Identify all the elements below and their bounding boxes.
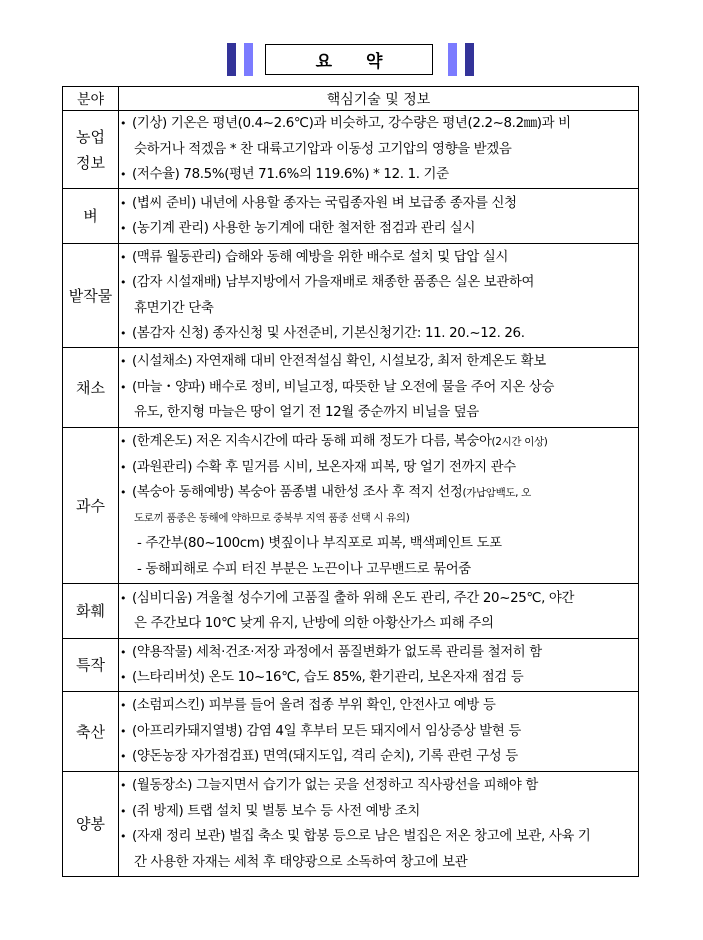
summary-table [62, 86, 639, 877]
row-category [63, 348, 119, 428]
table-row [63, 244, 639, 348]
item-text: (월동장소) 그늘지면서 습기가 없는 곳을 선정하고 직사광선을 피해야 함 [132, 778, 538, 793]
row-category [63, 772, 119, 877]
bullet-continuation [119, 506, 638, 532]
item-text: 유도, 한지형 마늘은 땅이 얼기 전 12월 중순까지 비닐을 덮음 [134, 405, 479, 421]
bullet-continuation [119, 296, 638, 322]
row-category [63, 692, 119, 772]
item-text: (자재 정리 보관) 벌집 축소 및 합봉 등으로 남은 벌집은 저온 창고에 보관, 사육 기 [132, 829, 591, 844]
category-label: 벼 [83, 207, 98, 225]
bullet-item [119, 245, 638, 271]
item-text: (쥐 방제) 트랩 설치 및 벌통 보수 등 사전 예방 조치 [132, 803, 420, 819]
item-text: (복숭아 동해예방) 복숭아 품종별 내한성 조사 후 적지 선정 [132, 485, 463, 500]
category-label: 과수 [76, 496, 105, 515]
item-text: - 주간부(80~100cm) 볏짚이나 부직포로 피복, 백색페인트 도포 [137, 536, 502, 551]
category-label: 채소 [76, 378, 105, 397]
title-bar-left-dark [227, 43, 236, 76]
item-text: (소럼피스킨) 피부를 들어 올려 접종 부위 확인, 안전사고 예방 등 [132, 698, 496, 714]
category-label: 특작 [76, 656, 105, 674]
title-bar-left-light [244, 43, 253, 76]
row-content [119, 189, 639, 244]
item-text: 도로끼 품종은 동해에 약하므로 중북부 지역 품종 선택 시 유의) [134, 511, 410, 524]
item-text: (약용작물) 세척·건조·저장 과정에서 품질변화가 없도록 관리를 철저히 함 [132, 644, 542, 660]
bullet-item [119, 665, 638, 691]
item-text: (감자 시설재배) 남부지방에서 가을재배로 채종한 품종은 실온 보관하여 [132, 275, 535, 290]
bullet-item [119, 640, 638, 666]
category-line: 농업 [76, 127, 105, 146]
bullet-item [119, 270, 638, 296]
row-content [119, 111, 639, 189]
item-text: (한계온도) 저온 지속시간에 따라 동해 피해 정도가 다름, 복숭아 [132, 434, 492, 449]
bullet-item [119, 480, 638, 506]
bullet-item [119, 191, 638, 217]
bullet-item [119, 744, 638, 770]
item-note: (가납암백도, 오 [462, 487, 531, 499]
row-category [63, 244, 119, 348]
bullet-continuation [119, 400, 638, 426]
bullet-item [119, 773, 638, 799]
table-row [63, 111, 639, 189]
row-category [63, 428, 119, 584]
category-label: 축산 [76, 722, 105, 741]
item-text: (저수율) 78.5%(평년 71.6%의 119.6%) * 12. 1. 기준 [132, 167, 449, 183]
item-text: (시설채소) 자연재해 대비 안전적설심 확인, 시설보강, 최저 한계온도 확보 [132, 354, 546, 370]
bullet-item [119, 455, 638, 481]
row-content [119, 348, 639, 428]
bullet-item [119, 216, 638, 242]
bullet-item [119, 719, 638, 745]
bullet-continuation [119, 137, 638, 163]
table-row [63, 348, 639, 428]
table-row [63, 428, 639, 584]
category-label: 밭작물 [68, 286, 113, 305]
item-note: (2시간 이상) [491, 436, 548, 448]
item-text: 은 주간보다 10℃ 낮게 유지, 난방에 의한 아황산가스 피해 주의 [134, 616, 494, 631]
row-category [63, 189, 119, 244]
header-category: 분야 [63, 87, 119, 111]
item-text: 간 사용한 자재는 세척 후 태양광으로 소독하여 창고에 보관 [134, 854, 468, 870]
row-content [119, 584, 639, 639]
row-content [119, 428, 639, 584]
row-category [63, 639, 119, 692]
table-header-row [63, 87, 639, 111]
item-text: (아프리카돼지열병) 감염 4일 후부터 모든 돼지에서 임상증상 발현 등 [132, 723, 521, 739]
page-title: 요 약 [265, 44, 433, 75]
item-text: (맥류 월동관리) 습해와 동해 예방을 위한 배수로 설치 및 답압 실시 [132, 249, 509, 265]
bullet-item [119, 162, 638, 188]
row-content [119, 244, 639, 348]
table-body [63, 111, 639, 877]
item-text: 슷하거나 적겠음 * 찬 대륙고기압과 이동성 고기압의 영향을 받겠음 [134, 141, 512, 157]
bullet-item [119, 111, 638, 137]
bullet-continuation [119, 557, 638, 583]
category-label: 양봉 [76, 815, 105, 833]
item-text: (양돈농장 자가점검표) 면역(돼지도입, 격리 순치), 기록 관련 구성 등 [132, 749, 518, 765]
item-text: (농기계 관리) 사용한 농기계에 대한 철저한 점검과 관리 실시 [132, 221, 476, 236]
title-banner [227, 43, 475, 77]
bullet-item [119, 349, 638, 375]
header-content: 핵심기술 및 정보 [119, 87, 639, 111]
table-row [63, 584, 639, 639]
item-text: (마늘・양파) 배수로 정비, 비닐고정, 따뜻한 날 오전에 물을 주어 지온 상승 [132, 379, 555, 395]
category-line: 정보 [76, 153, 105, 172]
item-text: 휴면기간 단축 [134, 300, 214, 316]
bullet-item [119, 375, 638, 401]
row-content [119, 639, 639, 692]
bullet-item [119, 799, 638, 825]
item-text: (과원관리) 수확 후 밑거름 시비, 보온자재 피복, 땅 얼기 전까지 관수 [132, 459, 516, 475]
item-text: (볍씨 준비) 내년에 사용할 종자는 국립종자원 벼 보급종 종자를 신청 [132, 195, 517, 211]
item-text: (기상) 기온은 평년(0.4~2.6℃)과 비슷하고, 강수량은 평년(2.2~8.2㎜)과 비 [132, 116, 571, 132]
row-content [119, 772, 639, 877]
item-text: (느타리버섯) 온도 10~16℃, 습도 85%, 환기관리, 보온자재 점검 등 [132, 670, 524, 685]
table-row [63, 639, 639, 692]
table-row [63, 772, 639, 877]
bullet-item [119, 824, 638, 850]
category-label: 화훼 [76, 602, 105, 620]
item-text: - 동해피해로 수피 터진 부분은 노끈이나 고무밴드로 묶어줌 [137, 561, 471, 577]
row-category [63, 111, 119, 189]
bullet-continuation [119, 531, 638, 557]
bullet-item [119, 321, 638, 347]
item-text: (심비디움) 겨울철 성수기에 고품질 출하 위해 온도 관리, 주간 20~25℃, 야간 [132, 590, 575, 606]
bullet-item [119, 693, 638, 719]
title-bar-right-dark [465, 43, 474, 76]
bullet-continuation [119, 611, 638, 637]
bullet-continuation [119, 850, 638, 876]
row-category [63, 584, 119, 639]
table-row [63, 189, 639, 244]
table-row [63, 692, 639, 772]
item-text: (봄감자 신청) 종자신청 및 사전준비, 기본신청기간: 11. 20.~12. 26. [132, 326, 525, 341]
title-bar-right-light [448, 43, 457, 76]
bullet-item [119, 586, 638, 612]
bullet-item [119, 429, 638, 455]
row-content [119, 692, 639, 772]
